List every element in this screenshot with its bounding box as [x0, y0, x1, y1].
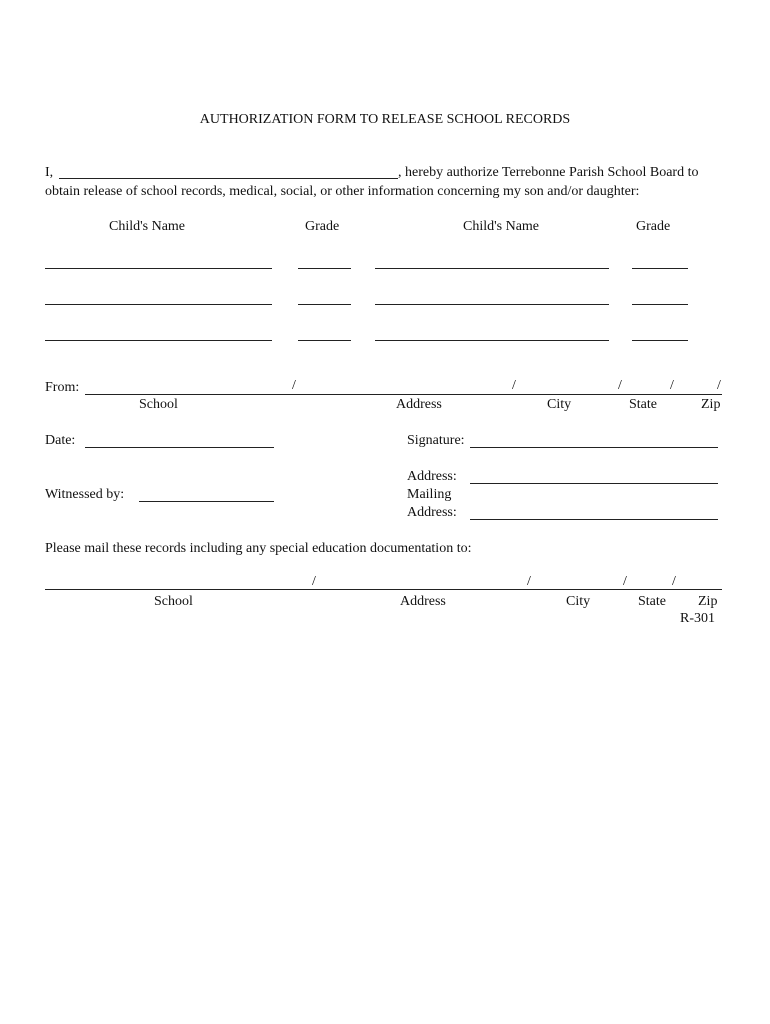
- intro-suffix: , hereby authorize Terrebonne Parish School Board to: [398, 165, 699, 180]
- witness-field[interactable]: [139, 501, 274, 502]
- date-field[interactable]: [85, 447, 274, 448]
- witnessed-label: Witnessed by:: [45, 487, 125, 502]
- destination-address-field[interactable]: [45, 589, 722, 590]
- child-name-field[interactable]: [375, 304, 609, 305]
- slash-separator: /: [618, 378, 622, 393]
- slash-separator: /: [672, 574, 676, 589]
- from-address-field[interactable]: [85, 394, 722, 395]
- child-name-field[interactable]: [45, 304, 272, 305]
- child-name-field[interactable]: [375, 268, 609, 269]
- child-name-field[interactable]: [45, 268, 272, 269]
- grade-field[interactable]: [632, 340, 688, 341]
- slash-separator: /: [512, 378, 516, 393]
- child-name-field[interactable]: [375, 340, 609, 341]
- slash-separator: /: [527, 574, 531, 589]
- grade-field[interactable]: [632, 268, 688, 269]
- state-caption: State: [638, 594, 666, 609]
- date-label: Date:: [45, 433, 76, 448]
- mailing-address-label: Address:: [407, 505, 457, 520]
- mailing-label: Mailing: [407, 487, 452, 502]
- address-label: Address:: [407, 469, 457, 484]
- slash-separator: /: [670, 378, 674, 393]
- signature-field[interactable]: [470, 447, 718, 448]
- slash-separator: /: [312, 574, 316, 589]
- from-label: From:: [45, 380, 80, 395]
- city-caption: City: [547, 397, 572, 412]
- grade-header-1: Grade: [305, 219, 340, 234]
- intro-line2: obtain release of school records, medical, social, or other information concerning my son and/or daughter:: [45, 184, 640, 199]
- mail-instruction: Please mail these records including any special education documentation to:: [45, 541, 472, 556]
- form-code: R-301: [680, 611, 715, 626]
- zip-caption: Zip: [701, 397, 721, 412]
- intro-prefix: I,: [45, 165, 54, 180]
- slash-separator: /: [717, 378, 721, 393]
- childs-name-header-1: Child's Name: [109, 219, 186, 234]
- authorizer-name-field[interactable]: [59, 178, 398, 179]
- school-caption: School: [154, 594, 193, 609]
- state-caption: State: [629, 397, 657, 412]
- city-caption: City: [566, 594, 591, 609]
- grade-field[interactable]: [298, 304, 351, 305]
- signature-label: Signature:: [407, 433, 465, 448]
- child-name-field[interactable]: [45, 340, 272, 341]
- grade-field[interactable]: [632, 304, 688, 305]
- grade-field[interactable]: [298, 340, 351, 341]
- slash-separator: /: [623, 574, 627, 589]
- grade-field[interactable]: [298, 268, 351, 269]
- grade-header-2: Grade: [636, 219, 671, 234]
- slash-separator: /: [292, 378, 296, 393]
- childs-name-header-2: Child's Name: [463, 219, 540, 234]
- zip-caption: Zip: [698, 594, 718, 609]
- form-title: AUTHORIZATION FORM TO RELEASE SCHOOL RECORDS: [199, 112, 571, 127]
- address-caption: Address: [396, 397, 442, 412]
- address-caption: Address: [400, 594, 446, 609]
- school-caption: School: [139, 397, 178, 412]
- address-field[interactable]: [470, 483, 718, 484]
- mailing-address-field[interactable]: [470, 519, 718, 520]
